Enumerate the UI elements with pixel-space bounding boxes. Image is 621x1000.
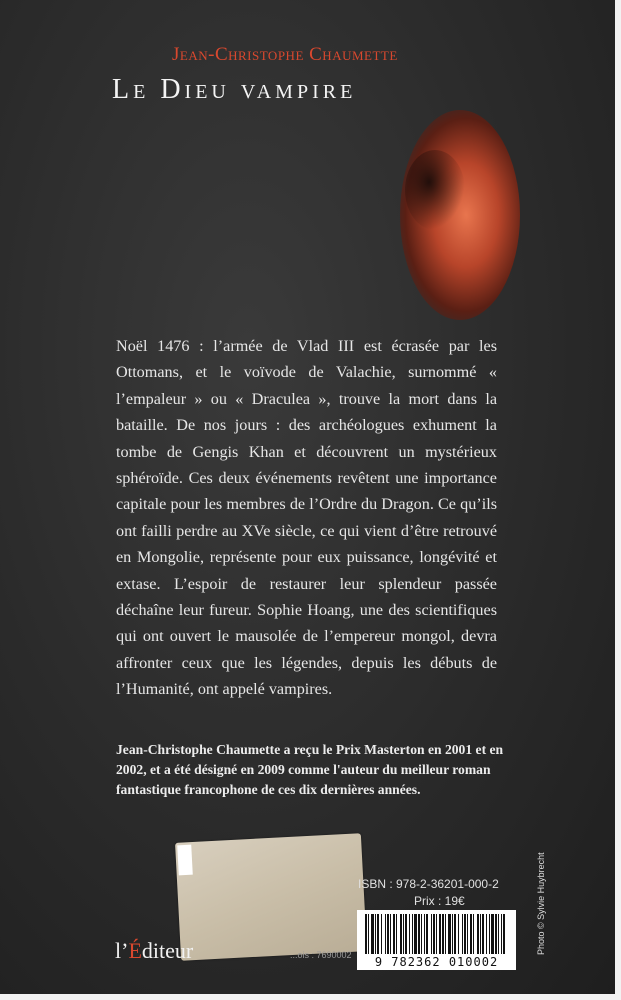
- publisher-logo: [115, 938, 193, 964]
- photo-credit: Photo © Sylvie Huybrecht: [536, 852, 546, 955]
- sticker-tear: [177, 845, 193, 876]
- page-edge-right: [615, 0, 621, 1000]
- isbn-text: ISBN : 978-2-36201-000-2: [358, 877, 499, 891]
- publisher-logo-rest: diteur: [141, 938, 194, 963]
- page-edge-bottom: [0, 994, 621, 1000]
- legal-small-print: ...ois : 7690002: [290, 950, 352, 960]
- face-shadow: [405, 150, 465, 230]
- book-title: Le Dieu vampire: [112, 74, 357, 105]
- barcode: [357, 910, 516, 970]
- synopsis-text: Noël 1476 : l’armée de Vlad III est écrasée par les Ottomans, et le voïvode de Valachie, surnommé « l’empaleur » ou « Draculea », trouve la mort dans la bataille. De nos jours : des archéologues exhument la tombe de Gengis Khan et découvrent un mystérieux sphéroïde. Ces deux événements revêtent une importance capitale pour les membres de l’Ordre du Dragon. Ce qu’ils ont failli perdre au XVe siècle, ce qui vient d’être retrouvé en Mongolie, représente pour eux puissance, longévité et extase. L’espoir de restaurer leur splendeur passée déchaîne leur fureur. Sophie Hoang, une des scientifiques qui ont ouvert le mausolée de l’empereur mongol, devra affronter ceux que les légendes, depuis les débuts de l’Humanité, ont appelé vampires.: [116, 337, 497, 699]
- publisher-logo-prefix: l’: [115, 938, 129, 963]
- price-sticker-residue: [175, 833, 367, 961]
- author-name: Jean-Christophe Chaumette: [172, 44, 398, 65]
- barcode-bars-icon: [357, 910, 516, 955]
- publisher-logo-accent: É: [128, 938, 142, 963]
- barcode-digits: 9 782362 010002: [374, 955, 499, 969]
- author-bio: Jean-Christophe Chaumette a reçu le Prix Masterton en 2001 et en 2002, et a été désigné en 2009 comme l'auteur du meilleur roman fantastique francophone de ces dix dernières années.: [116, 742, 504, 797]
- price-text: Prix : 19€: [414, 894, 465, 908]
